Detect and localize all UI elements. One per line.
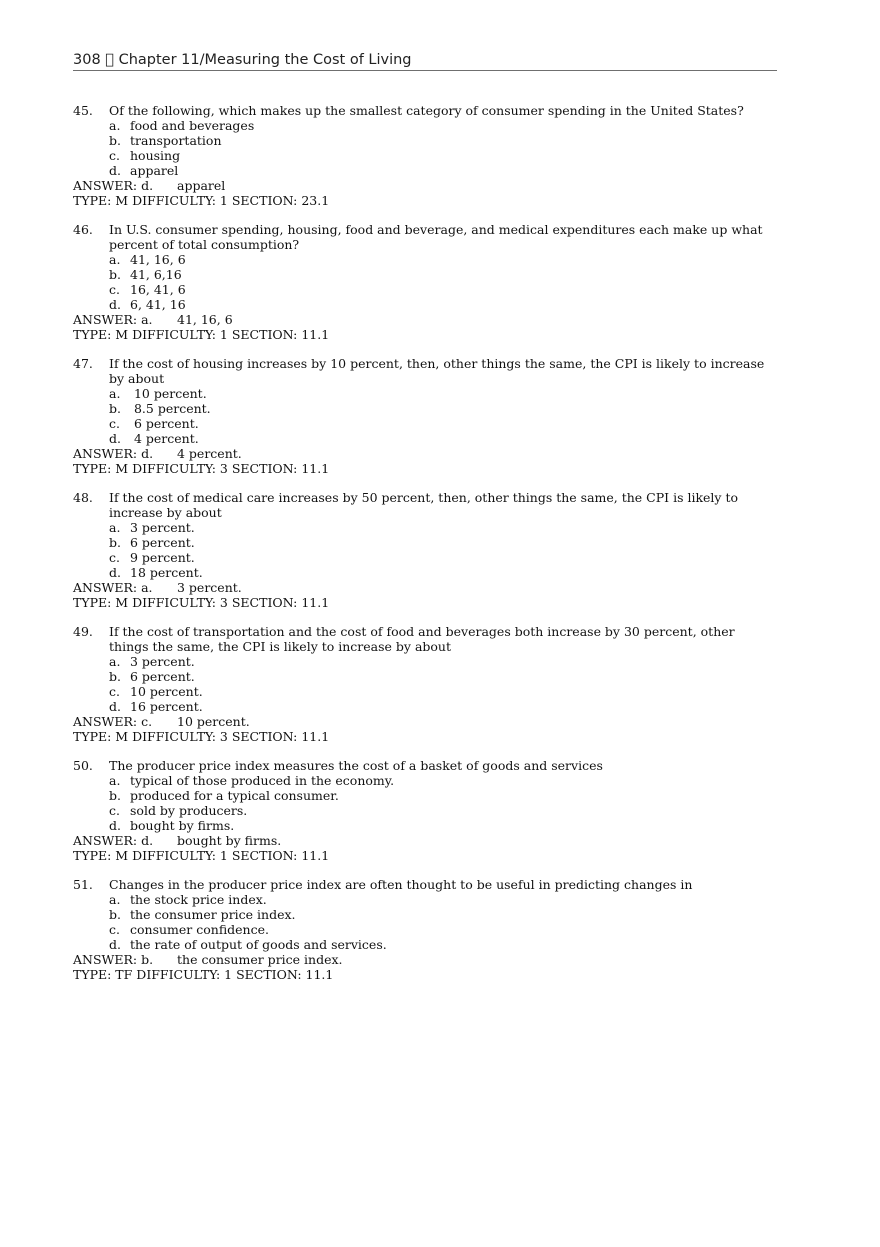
question-meta: TYPE: M DIFFICULTY: 3 SECTION: 11.1	[73, 461, 330, 476]
question-number: 48.	[73, 490, 93, 505]
option-letter: d.	[109, 818, 121, 833]
option-b	[109, 535, 773, 550]
question-text: If the cost of medical care increases by 50 percent, then, other things the same, the CPI is likely to increase by about	[109, 490, 739, 520]
option-d	[109, 818, 773, 833]
option-text: 16 percent.	[130, 699, 203, 714]
question-stem	[73, 222, 773, 252]
option-c	[109, 416, 773, 431]
option-letter: a.	[109, 252, 121, 267]
question-45	[73, 103, 773, 208]
answer-text: bought by firms.	[177, 833, 282, 848]
question-47	[73, 356, 773, 476]
option-a	[109, 118, 773, 133]
question-text: Changes in the producer price index are often thought to be useful in predicting changes in	[109, 877, 693, 892]
option-text: the rate of output of goods and services.	[130, 937, 387, 952]
question-stem	[73, 758, 773, 773]
answer-text: 10 percent.	[177, 714, 250, 729]
option-letter: b.	[109, 401, 121, 416]
question-number: 47.	[73, 356, 93, 371]
option-letter: a.	[109, 118, 121, 133]
option-text: 41, 16, 6	[130, 252, 186, 267]
option-text: 3 percent.	[130, 654, 195, 669]
answer-text: the consumer price index.	[177, 952, 343, 967]
option-c	[109, 803, 773, 818]
option-list	[109, 520, 773, 580]
option-c	[109, 922, 773, 937]
option-letter: b.	[109, 669, 121, 684]
question-meta: TYPE: M DIFFICULTY: 3 SECTION: 11.1	[73, 729, 330, 744]
answer-label: ANSWER: a.	[73, 312, 153, 327]
question-48	[73, 490, 773, 610]
option-text: the consumer price index.	[130, 907, 296, 922]
option-letter: a.	[109, 520, 121, 535]
option-text: transportation	[130, 133, 222, 148]
option-list	[109, 654, 773, 714]
option-letter: a.	[109, 654, 121, 669]
option-letter: a.	[109, 773, 121, 788]
option-letter: d.	[109, 699, 121, 714]
option-text: bought by firms.	[130, 818, 235, 833]
question-text: The producer price index measures the cost of a basket of goods and services	[109, 758, 603, 773]
question-text: If the cost of housing increases by 10 percent, then, other things the same, the CPI is likely to increase by about	[109, 356, 765, 386]
option-a	[109, 892, 773, 907]
option-text: housing	[130, 148, 181, 163]
option-letter: b.	[109, 907, 121, 922]
answer-label: ANSWER: c.	[73, 714, 153, 729]
answer-text: 41, 16, 6	[177, 312, 233, 327]
answer-label: ANSWER: a.	[73, 580, 153, 595]
option-b	[109, 788, 773, 803]
option-text: apparel	[130, 163, 179, 178]
question-meta: TYPE: M DIFFICULTY: 3 SECTION: 11.1	[73, 595, 330, 610]
option-c	[109, 550, 773, 565]
option-text: 6 percent.	[130, 535, 195, 550]
question-number: 49.	[73, 624, 93, 639]
option-letter: c.	[109, 684, 120, 699]
option-a	[109, 252, 773, 267]
option-text: sold by producers.	[130, 803, 248, 818]
option-text: produced for a typical consumer.	[130, 788, 339, 803]
question-50	[73, 758, 773, 863]
question-meta: TYPE: TF DIFFICULTY: 1 SECTION: 11.1	[73, 967, 334, 982]
option-list	[109, 892, 773, 952]
question-meta: TYPE: M DIFFICULTY: 1 SECTION: 11.1	[73, 848, 330, 863]
answer-line	[73, 178, 773, 193]
answer-line	[73, 580, 773, 595]
option-b	[109, 907, 773, 922]
option-list	[109, 252, 773, 312]
option-d	[109, 565, 773, 580]
option-c	[109, 684, 773, 699]
option-text: 6 percent.	[130, 416, 199, 431]
answer-text: apparel	[177, 178, 226, 193]
option-text: 41, 6,16	[130, 267, 182, 282]
option-b	[109, 669, 773, 684]
option-text: 9 percent.	[130, 550, 195, 565]
option-text: 6 percent.	[130, 669, 195, 684]
option-letter: d.	[109, 565, 121, 580]
question-text: Of the following, which makes up the smallest category of consumer spending in the United States?	[109, 103, 744, 118]
option-letter: d.	[109, 937, 121, 952]
option-b	[109, 267, 773, 282]
option-letter: c.	[109, 282, 120, 297]
answer-line	[73, 952, 773, 967]
option-a	[109, 386, 773, 401]
option-b	[109, 401, 773, 416]
option-text: 10 percent.	[130, 386, 207, 401]
question-text: If the cost of transportation and the cost of food and beverages both increase by 30 percent, other things the same, the CPI is likely to increase by about	[109, 624, 735, 654]
question-stem	[73, 103, 773, 118]
option-list	[109, 386, 773, 446]
question-number: 50.	[73, 758, 93, 773]
question-46	[73, 222, 773, 342]
option-letter: c.	[109, 416, 120, 431]
option-letter: b.	[109, 535, 121, 550]
answer-text: 4 percent.	[177, 446, 242, 461]
option-text: 6, 41, 16	[130, 297, 186, 312]
option-list	[109, 773, 773, 833]
option-text: typical of those produced in the economy.	[130, 773, 395, 788]
answer-text: 3 percent.	[177, 580, 242, 595]
option-d	[109, 699, 773, 714]
option-letter: a.	[109, 386, 121, 401]
option-letter: d.	[109, 297, 121, 312]
answer-label: ANSWER: d.	[73, 446, 154, 461]
option-letter: c.	[109, 922, 120, 937]
option-a	[109, 520, 773, 535]
option-c	[109, 148, 773, 163]
option-letter: c.	[109, 803, 120, 818]
question-list	[73, 103, 773, 996]
option-letter: b.	[109, 267, 121, 282]
question-meta: TYPE: M DIFFICULTY: 1 SECTION: 11.1	[73, 327, 330, 342]
question-stem	[73, 356, 773, 386]
option-text: 10 percent.	[130, 684, 203, 699]
option-b	[109, 133, 773, 148]
option-c	[109, 282, 773, 297]
option-letter: b.	[109, 788, 121, 803]
question-stem	[73, 624, 773, 654]
option-a	[109, 773, 773, 788]
answer-label: ANSWER: b.	[73, 952, 154, 967]
option-d	[109, 297, 773, 312]
option-letter: a.	[109, 892, 121, 907]
answer-line	[73, 714, 773, 729]
option-text: 4 percent.	[130, 431, 199, 446]
option-list	[109, 118, 773, 178]
option-text: 18 percent.	[130, 565, 203, 580]
question-49	[73, 624, 773, 744]
option-d	[109, 937, 773, 952]
answer-label: ANSWER: d.	[73, 178, 154, 193]
option-text: 3 percent.	[130, 520, 195, 535]
question-stem	[73, 877, 773, 892]
answer-line	[73, 833, 773, 848]
option-text: 8.5 percent.	[130, 401, 211, 416]
question-stem	[73, 490, 773, 520]
option-text: food and beverages	[130, 118, 255, 133]
option-text: the stock price index.	[130, 892, 267, 907]
question-meta: TYPE: M DIFFICULTY: 1 SECTION: 23.1	[73, 193, 330, 208]
option-a	[109, 654, 773, 669]
question-51	[73, 877, 773, 982]
option-text: 16, 41, 6	[130, 282, 186, 297]
option-letter: b.	[109, 133, 121, 148]
question-number: 45.	[73, 103, 93, 118]
answer-line	[73, 446, 773, 461]
option-d	[109, 163, 773, 178]
option-letter: d.	[109, 163, 121, 178]
question-number: 46.	[73, 222, 93, 237]
option-d	[109, 431, 773, 446]
option-text: consumer confidence.	[130, 922, 269, 937]
answer-line	[73, 312, 773, 327]
page-header: 308   Chapter 11/Measuring the Cost of Living	[73, 51, 777, 71]
question-number: 51.	[73, 877, 93, 892]
option-letter: c.	[109, 148, 120, 163]
answer-label: ANSWER: d.	[73, 833, 154, 848]
option-letter: c.	[109, 550, 120, 565]
question-text: In U.S. consumer spending, housing, food and beverage, and medical expenditures each make up what percent of total consumption?	[109, 222, 763, 252]
option-letter: d.	[109, 431, 121, 446]
